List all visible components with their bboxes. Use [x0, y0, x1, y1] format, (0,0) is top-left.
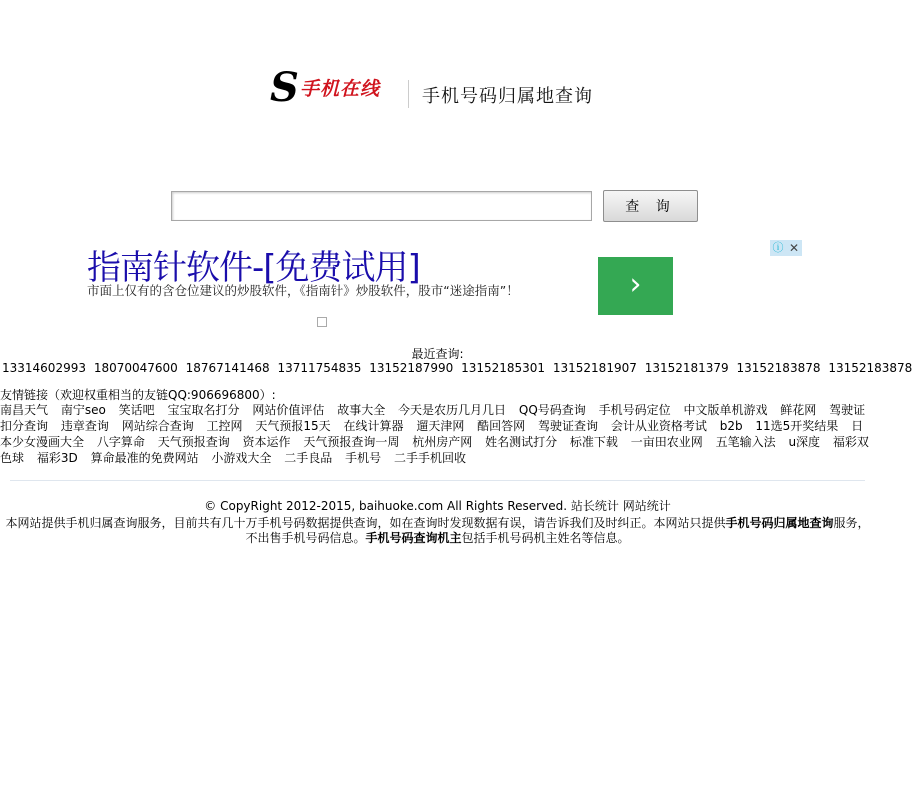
ad-arrow-button[interactable]: › — [598, 257, 673, 315]
friend-link[interactable]: 南宁seo — [60, 403, 106, 417]
notice-text: 包括手机号码机主姓名等信息。 — [461, 531, 630, 545]
recent-number[interactable]: 13152181379 — [644, 361, 729, 375]
recent-queries-label: 最近查询: — [411, 347, 464, 361]
recent-number[interactable]: 13152181907 — [552, 361, 637, 375]
recent-number[interactable]: 13152185301 — [461, 361, 546, 375]
header — [270, 64, 610, 111]
friend-link[interactable]: 五笔输入法 — [715, 435, 776, 449]
ad-title[interactable]: 指南针软件-[免费试用] — [87, 248, 420, 288]
friend-link[interactable]: u深度 — [788, 435, 821, 449]
recent-number[interactable]: 13152183878 — [828, 361, 913, 375]
friend-link[interactable]: 违章查询 — [60, 419, 109, 433]
friend-link[interactable]: 南昌天气 — [0, 403, 49, 417]
friend-link[interactable]: 中文版单机游戏 — [683, 403, 768, 417]
copyright-text: © CopyRight 2012-2015, baihuoke.com All Rights Reserved. — [204, 499, 568, 513]
friend-link[interactable]: 一亩田农业网 — [630, 435, 703, 449]
friend-link[interactable]: 小游戏大全 — [211, 451, 272, 465]
friend-link[interactable]: 驾驶证扣分查询 — [0, 403, 866, 433]
friend-link[interactable]: QQ号码查询 — [518, 403, 586, 417]
friend-link[interactable]: 今天是农历几月几日 — [398, 403, 507, 417]
recent-number[interactable]: 13152183878 — [736, 361, 821, 375]
ad-checkbox-icon — [317, 317, 327, 327]
friend-link[interactable]: b2b — [719, 419, 743, 433]
search-button[interactable]: 查 询 — [603, 190, 698, 222]
friend-link[interactable]: 11选5开奖结果 — [755, 419, 839, 433]
friend-link[interactable]: 资本运作 — [242, 435, 291, 449]
notice-keyword: 手机号码查询机主 — [365, 531, 462, 545]
recent-queries-list — [0, 361, 913, 375]
friend-link[interactable]: 杭州房产网 — [412, 435, 473, 449]
notice-text: 服务，不出售手机号码信息。 — [245, 516, 870, 545]
friend-link[interactable]: 二手手机回收 — [393, 451, 466, 465]
stat-link[interactable]: 站长统计 — [570, 499, 619, 513]
page-title: 手机号码归属地查询 — [422, 86, 593, 107]
ad-choices[interactable] — [770, 240, 802, 256]
header-divider — [408, 80, 409, 108]
phone-search-input[interactable] — [171, 191, 592, 221]
friend-link[interactable]: 工控网 — [206, 419, 243, 433]
friend-link[interactable]: 笑话吧 — [118, 403, 155, 417]
friend-link[interactable]: 福彩双色球 — [0, 435, 869, 465]
friend-link[interactable]: 网站价值评估 — [252, 403, 325, 417]
friend-link[interactable]: 算命最准的免费网站 — [90, 451, 199, 465]
friend-link[interactable]: 网站综合查询 — [121, 419, 194, 433]
logo-text: 手机在线 — [300, 78, 381, 100]
divider — [10, 480, 865, 481]
friend-link[interactable]: 手机号 — [345, 451, 382, 465]
copyright — [0, 497, 875, 514]
recent-number[interactable]: 13152187990 — [369, 361, 454, 375]
friend-link[interactable]: 驾驶证查询 — [538, 419, 599, 433]
site-notice — [0, 516, 875, 546]
notice-text: 本网站提供手机归属查询服务，目前共有几十万手机号码数据提供查询，如在查询时发现数据有误，请告诉我们及时纠正。本网站只提供 — [5, 516, 726, 530]
recent-number[interactable]: 13711754835 — [277, 361, 362, 375]
logo-mark: S — [270, 64, 299, 111]
friend-link[interactable]: 酷回答网 — [477, 419, 526, 433]
recent-number[interactable]: 18767141468 — [185, 361, 270, 375]
friend-link[interactable]: 标准下载 — [569, 435, 618, 449]
friend-link[interactable]: 天气预报15天 — [255, 419, 331, 433]
ad-description: 市面上仅有的含仓位建议的炒股软件，《指南针》炒股软件，股市“迷途指南”！ — [87, 283, 519, 298]
info-icon[interactable]: ⓘ — [772, 241, 784, 254]
friend-link[interactable]: 在线计算器 — [343, 419, 404, 433]
friend-link[interactable]: 会计从业资格考试 — [610, 419, 707, 433]
friend-link[interactable]: 福彩3D — [36, 451, 78, 465]
friend-links — [0, 402, 875, 466]
friend-link[interactable]: 手机号码定位 — [598, 403, 671, 417]
friend-link[interactable]: 八字算命 — [96, 435, 145, 449]
friend-link[interactable]: 鲜花网 — [780, 403, 817, 417]
friend-link[interactable]: 遛天津网 — [416, 419, 465, 433]
friend-link[interactable]: 宝宝取名打分 — [167, 403, 240, 417]
friend-links-label: 友情链接（欢迎权重相当的友链QQ:906696800）: — [0, 388, 276, 402]
ad-banner[interactable] — [84, 238, 804, 328]
friend-link[interactable]: 二手良品 — [284, 451, 333, 465]
notice-keyword: 手机号码归属地查询 — [725, 516, 834, 530]
recent-number[interactable]: 18070047600 — [93, 361, 178, 375]
friend-link[interactable]: 故事大全 — [337, 403, 386, 417]
friend-link[interactable]: 天气预报查询 — [157, 435, 230, 449]
close-icon[interactable]: ✕ — [788, 241, 800, 255]
friend-link[interactable]: 日本少女漫画大全 — [0, 419, 864, 449]
friend-link[interactable]: 姓名测试打分 — [485, 435, 558, 449]
friend-link[interactable]: 天气预报查询一周 — [303, 435, 400, 449]
stat-link[interactable]: 网站统计 — [622, 499, 671, 513]
recent-number[interactable]: 13314602993 — [2, 361, 86, 375]
site-logo[interactable] — [270, 64, 396, 111]
